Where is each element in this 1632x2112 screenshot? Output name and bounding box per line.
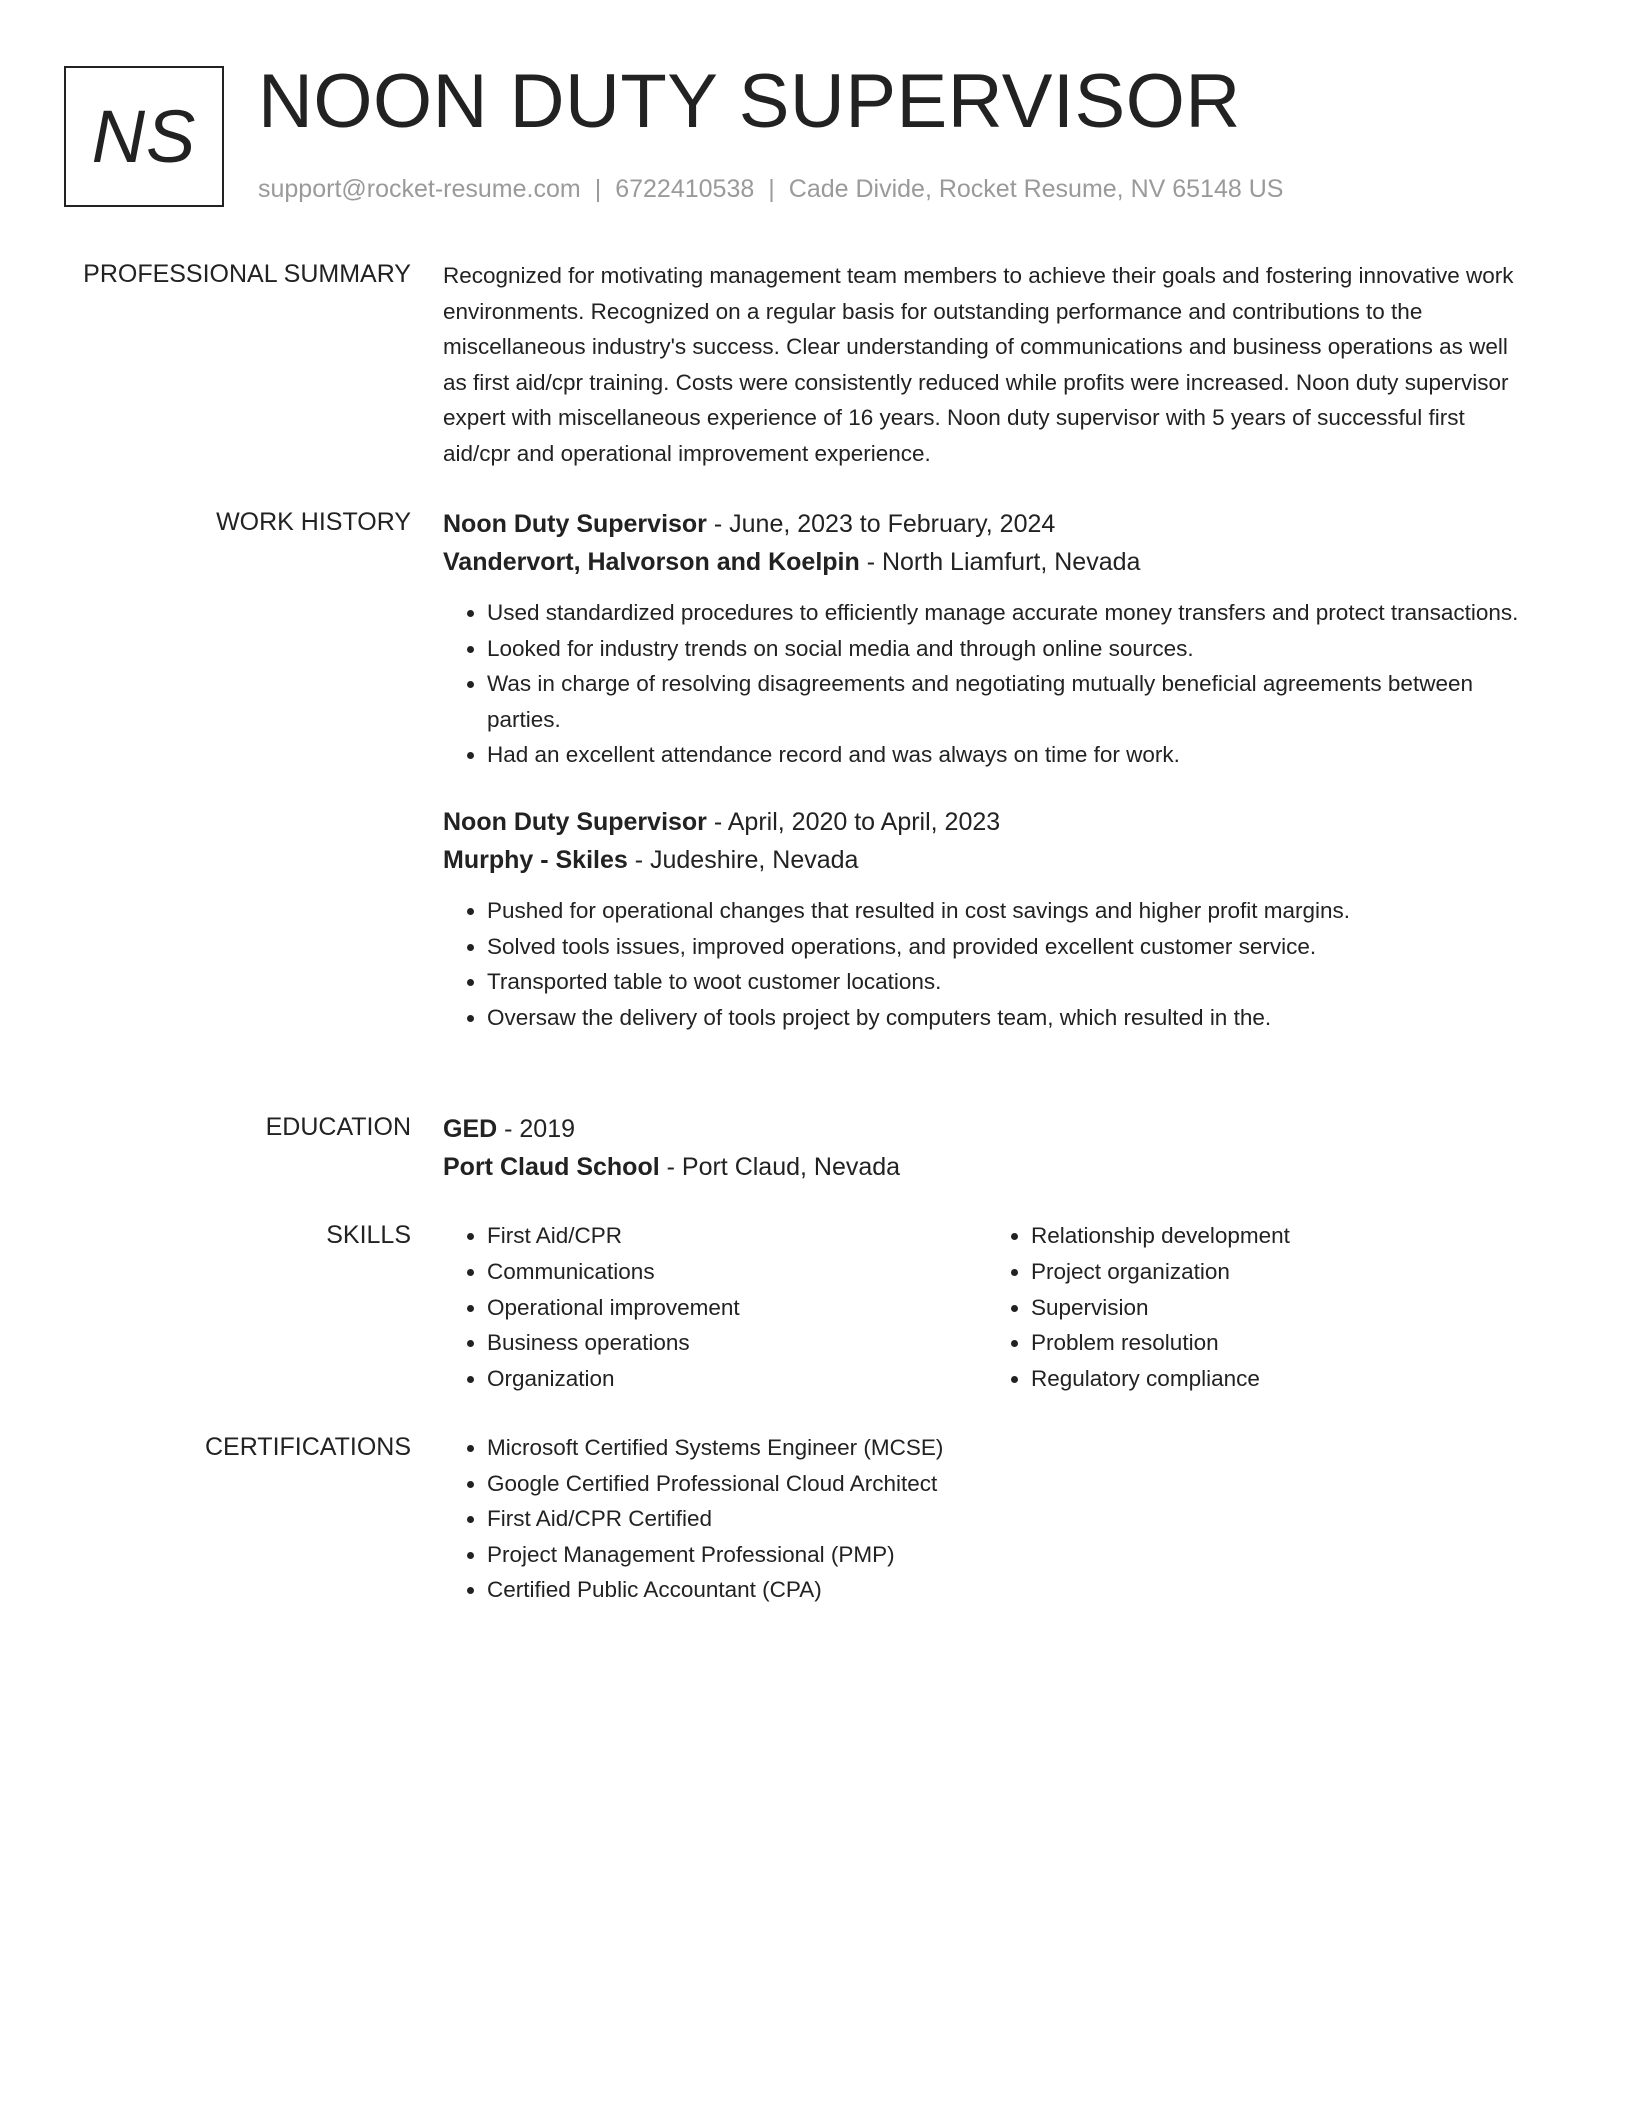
section-label-skills: SKILLS: [326, 1221, 411, 1249]
certification-item: • Google Certified Professional Cloud Architect: [487, 1466, 1533, 1502]
education-degree-line: [443, 1110, 1533, 1148]
summary-text: Recognized for motivating management team members to achieve their goals and fostering innovative work environments. Recognized on a regular basis for outstanding performance and contributions to the miscellaneous industry's success. Clear understanding of communications and business operations as well as first aid/cpr training. Costs were consistently reduced while profits were increased. Noon duty supervisor expert with miscellaneous experience of 16 years. Noon duty supervisor with 5 years of successful first aid/cpr and operational improvement experience.: [443, 263, 1514, 466]
education-school: Port Claud School: [443, 1153, 660, 1181]
skill-item: • Supervision: [1031, 1290, 1531, 1326]
skill-item: • Organization: [487, 1361, 987, 1397]
section-label-certifications: CERTIFICATIONS: [204, 1433, 411, 1461]
skill-item: • Communications: [487, 1254, 987, 1290]
job-title: Noon Duty Supervisor: [443, 510, 707, 538]
certification-item: • First Aid/CPR Certified: [487, 1501, 1533, 1537]
job-bullet: • Oversaw the delivery of tools project by computers team, which resulted in the.: [487, 1000, 1533, 1036]
job-bullet: • Pushed for operational changes that resulted in cost savings and higher profit margins.: [487, 893, 1533, 929]
education-school-line: [443, 1148, 1533, 1186]
skills-list-left: [443, 1218, 987, 1397]
job-bullet: • Had an excellent attendance record and was always on time for work.: [487, 737, 1533, 773]
job-bullets: [443, 595, 1533, 773]
contact-address: Cade Divide, Rocket Resume, NV 65148 US: [788, 175, 1284, 203]
job-bullet: • Transported table to woot customer locations.: [487, 964, 1533, 1000]
job-location: - North Liamfurt, Nevada: [859, 548, 1141, 576]
section-label-work-history: WORK HISTORY: [216, 508, 411, 536]
candidate-name: NOON DUTY SUPERVISOR: [258, 59, 1241, 144]
skill-item: • Regulatory compliance: [1031, 1361, 1531, 1397]
education-body: [443, 1110, 1533, 1186]
contact-separator: |: [594, 175, 602, 203]
skills-list-right: [987, 1218, 1531, 1397]
job-entry: [443, 505, 1533, 773]
job-bullet: • Solved tools issues, improved operations, and provided excellent customer service.: [487, 929, 1533, 965]
monogram-initials: NS: [91, 95, 197, 178]
job-location: - Judeshire, Nevada: [627, 845, 859, 874]
job-company: Vandervort, Halvorson and Koelpin: [443, 548, 860, 576]
job-company-line: [443, 841, 1533, 879]
skills-body: [443, 1218, 1533, 1397]
certification-item: • Microsoft Certified Systems Engineer (MCSE): [487, 1430, 1533, 1466]
certifications-list: [443, 1430, 1533, 1608]
section-label-education: EDUCATION: [265, 1113, 411, 1141]
skills-columns: [443, 1218, 1533, 1397]
certification-item: • Certified Public Accountant (CPA): [487, 1572, 1533, 1608]
certification-item: • Project Management Professional (PMP): [487, 1537, 1533, 1573]
section-label-summary: PROFESSIONAL SUMMARY: [83, 260, 411, 288]
job-company-line: [443, 543, 1533, 581]
job-dates: - April, 2020 to April, 2023: [706, 807, 1001, 836]
job-company: Murphy - Skiles: [443, 845, 628, 874]
job-entry: [443, 803, 1533, 1035]
job-dates: - June, 2023 to February, 2024: [706, 510, 1056, 538]
job-title: Noon Duty Supervisor: [443, 807, 707, 836]
work-history-body: [443, 505, 1533, 1035]
contact-line: [258, 172, 1283, 206]
skill-item: • Problem resolution: [1031, 1325, 1531, 1361]
education-location: - Port Claud, Nevada: [659, 1153, 901, 1181]
monogram-box: [64, 66, 224, 207]
job-bullets: [443, 893, 1533, 1035]
contact-phone[interactable]: 6722410538: [615, 175, 755, 203]
contact-email[interactable]: support@rocket-resume.com: [258, 175, 581, 203]
skill-item: • First Aid/CPR: [487, 1218, 987, 1254]
skill-item: • Business operations: [487, 1325, 987, 1361]
job-title-line: [443, 803, 1533, 841]
job-bullet: • Looked for industry trends on social media and through online sources.: [487, 631, 1533, 667]
certifications-body: [443, 1430, 1533, 1608]
education-degree: GED: [443, 1115, 498, 1143]
contact-separator: |: [768, 175, 775, 203]
job-bullet: • Was in charge of resolving disagreements and negotiating mutually beneficial agreements between parties.: [487, 666, 1533, 737]
education-year: - 2019: [497, 1115, 576, 1143]
skill-item: • Project organization: [1031, 1254, 1531, 1290]
skill-item: • Operational improvement: [487, 1290, 987, 1326]
job-bullet: • Used standardized procedures to efficiently manage accurate money transfers and protect transactions.: [487, 595, 1533, 631]
skill-item: • Relationship development: [1031, 1218, 1531, 1254]
job-title-line: [443, 505, 1533, 543]
